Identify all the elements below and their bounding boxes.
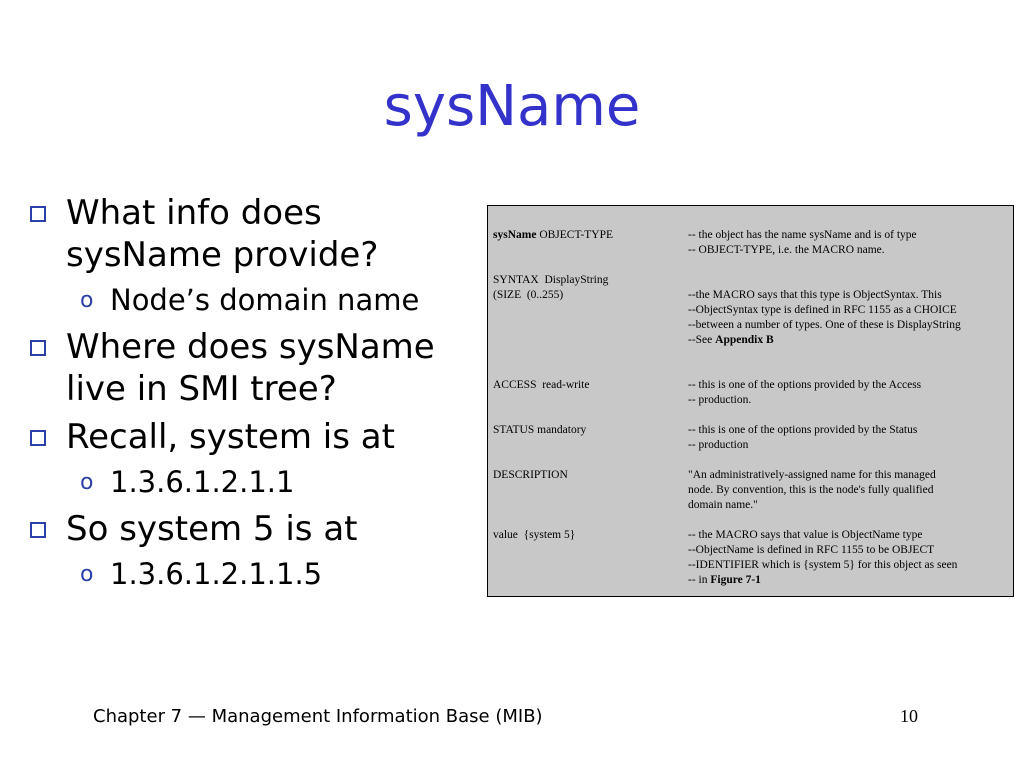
bullet-list bbox=[30, 192, 480, 600]
circle-bullet-icon: o bbox=[80, 561, 94, 587]
bullet-item bbox=[30, 508, 480, 550]
bullet-text: What info does sysName provide? bbox=[66, 193, 379, 275]
code-string: "An administratively-assigned name for this managed bbox=[688, 469, 936, 481]
slide-title: sysName bbox=[383, 74, 641, 139]
code-comment: --See bbox=[688, 334, 716, 346]
code-text: value {system 5} bbox=[493, 529, 576, 541]
code-comment: --IDENTIFIER which is {system 5} for this object as seen bbox=[688, 559, 958, 571]
sub-bullet-item bbox=[80, 464, 480, 500]
sub-bullet-text: 1.3.6.1.2.1.1 bbox=[110, 465, 295, 499]
bullet-item bbox=[30, 192, 480, 276]
code-comment: -- this is one of the options provided by the Status bbox=[688, 424, 918, 436]
code-text: (SIZE (0..255) bbox=[493, 289, 564, 301]
bullet-item bbox=[30, 326, 480, 410]
bullet-text: Where does sysName live in SMI tree? bbox=[66, 327, 435, 409]
code-reference: Figure 7-1 bbox=[710, 574, 761, 586]
code-comment: -- the MACRO says that value is ObjectName type bbox=[688, 529, 923, 541]
sub-bullet-item bbox=[80, 556, 480, 592]
page-number: 10 bbox=[900, 706, 918, 726]
code-text: STATUS mandatory bbox=[493, 424, 587, 436]
square-bullet-icon bbox=[30, 206, 46, 222]
code-string: domain name." bbox=[688, 499, 758, 511]
bullet-text: Recall, system is at bbox=[66, 417, 395, 457]
slide-footer: Chapter 7 — Management Information Base (MIB) bbox=[93, 706, 543, 727]
code-comment: -- OBJECT-TYPE, i.e. the MACRO name. bbox=[688, 244, 885, 256]
code-string: node. By convention, this is the node's fully qualified bbox=[688, 484, 934, 496]
code-reference: Appendix B bbox=[715, 334, 774, 346]
code-comment: -- the object has the name sysName and is of type bbox=[688, 229, 917, 241]
circle-bullet-icon: o bbox=[80, 287, 94, 313]
sub-bullet-text: 1.3.6.1.2.1.1.5 bbox=[110, 557, 323, 591]
bullet-text: So system 5 is at bbox=[66, 509, 358, 549]
code-text: OBJECT-TYPE bbox=[536, 229, 614, 241]
circle-bullet-icon: o bbox=[80, 469, 94, 495]
code-comment: --ObjectName is defined in RFC 1155 to be OBJECT bbox=[688, 544, 935, 556]
asn1-definition-box bbox=[487, 205, 1014, 597]
square-bullet-icon bbox=[30, 430, 46, 446]
code-comment: -- in bbox=[688, 574, 711, 586]
sub-bullet-item bbox=[80, 282, 480, 318]
square-bullet-icon bbox=[30, 522, 46, 538]
code-comment: --the MACRO says that this type is ObjectSyntax. This bbox=[688, 289, 942, 301]
square-bullet-icon bbox=[30, 340, 46, 356]
code-comment: -- this is one of the options provided by the Access bbox=[688, 379, 922, 391]
code-keyword: sysName bbox=[493, 229, 537, 241]
bullet-item bbox=[30, 416, 480, 458]
code-comment: --ObjectSyntax type is defined in RFC 1155 as a CHOICE bbox=[688, 304, 957, 316]
code-comment: -- production bbox=[688, 439, 749, 451]
code-text: DESCRIPTION bbox=[493, 469, 568, 481]
sub-bullet-text: Node’s domain name bbox=[110, 283, 420, 317]
code-comment: -- production. bbox=[688, 394, 752, 406]
code-text: SYNTAX DisplayString bbox=[493, 274, 609, 286]
code-comment: --between a number of types. One of these is DisplayString bbox=[688, 319, 961, 331]
code-text: ACCESS read-write bbox=[493, 379, 590, 391]
